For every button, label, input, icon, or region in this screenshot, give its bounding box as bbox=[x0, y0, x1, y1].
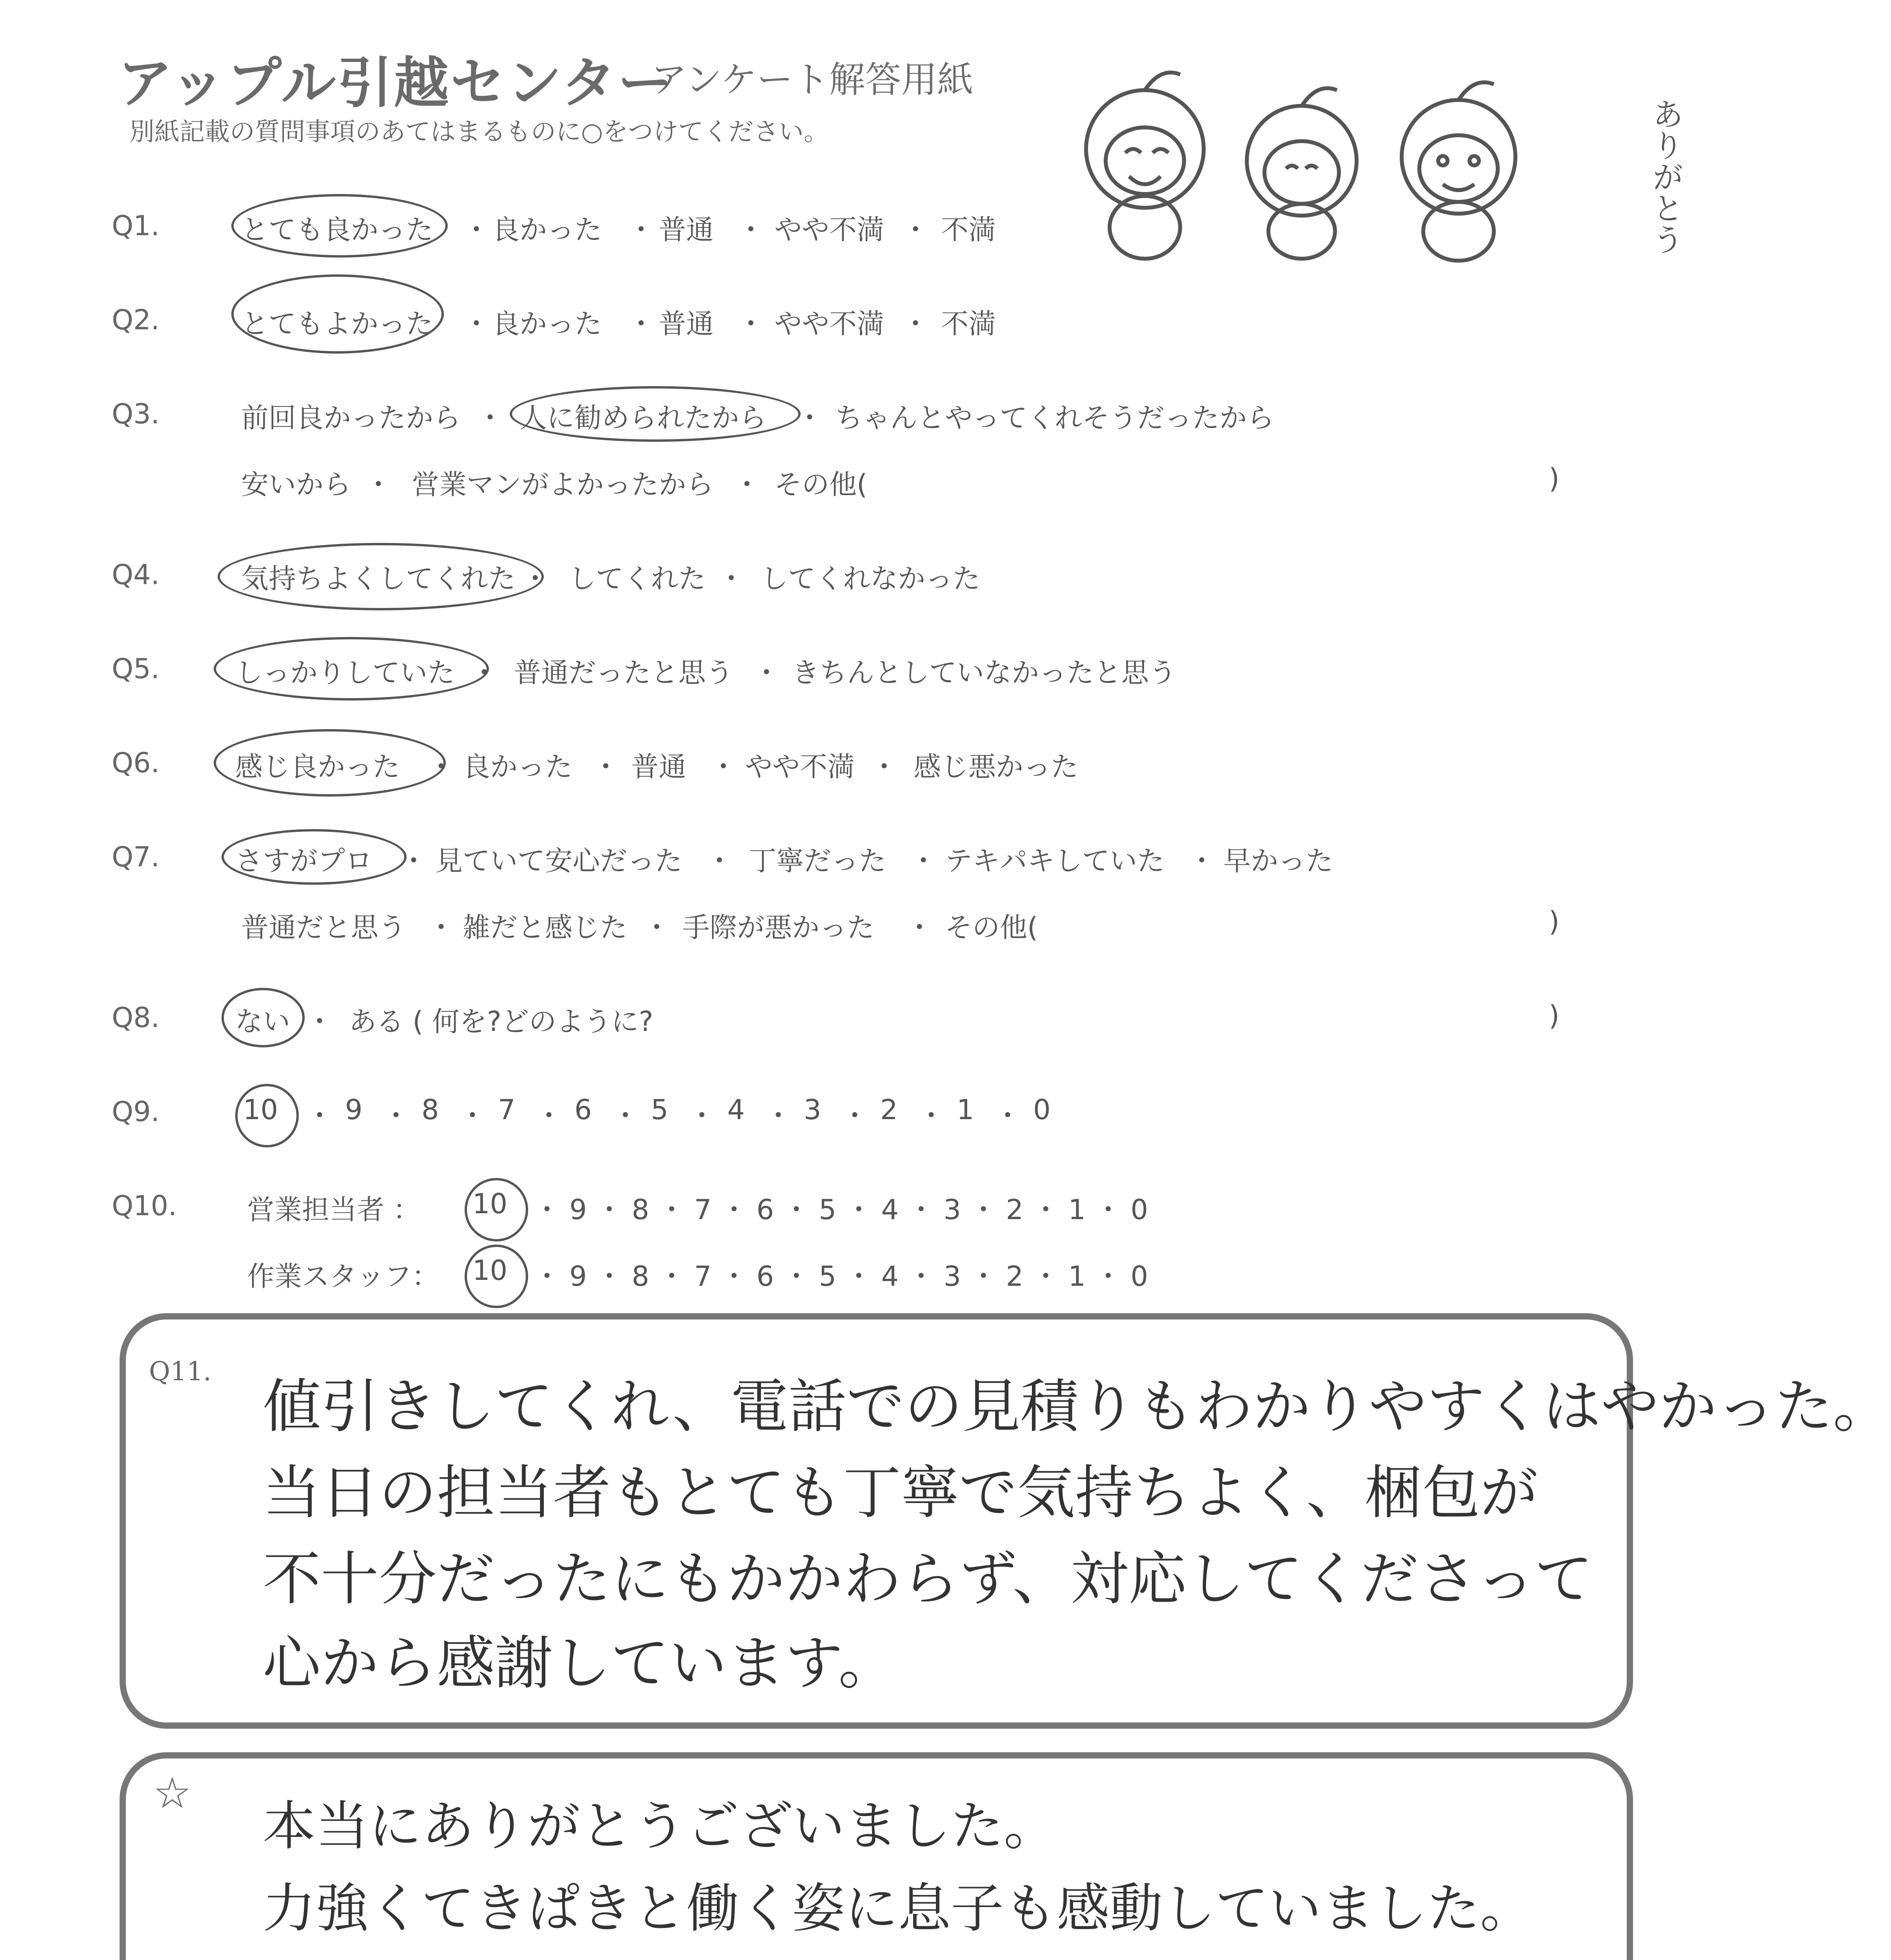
q1-option-4[interactable]: やや不満 bbox=[774, 214, 884, 246]
q7-option-2[interactable]: 見ていて安心だった bbox=[435, 845, 682, 877]
q4-sep-2: ・ bbox=[718, 563, 745, 595]
q2-sep-4: ・ bbox=[902, 308, 929, 340]
q10-staff-label: 作業スタッフ： bbox=[247, 1260, 439, 1292]
q8-label: Q8. bbox=[112, 1002, 160, 1034]
q11-label: Q11. bbox=[149, 1356, 212, 1387]
q9-option-2[interactable]: 2 bbox=[880, 1094, 898, 1126]
q7-option-5[interactable]: 早かった bbox=[1223, 845, 1333, 877]
q9-option-1[interactable]: 1 bbox=[957, 1094, 974, 1126]
q8-sep-1: ・ bbox=[306, 1005, 333, 1038]
star-icon: ☆ bbox=[153, 1768, 192, 1818]
comment-line-1: 本当にありがとうございました。 bbox=[263, 1795, 1057, 1857]
q3-option-5[interactable]: 営業マンがよかったから bbox=[412, 468, 714, 501]
q3-sep-3: ・ bbox=[365, 468, 392, 501]
q2-selection-circle bbox=[231, 274, 444, 354]
q2-option-3[interactable]: 普通 bbox=[659, 308, 714, 340]
q11-line-4: 心から感謝しています。 bbox=[263, 1630, 897, 1697]
q8-selection-circle bbox=[222, 988, 305, 1047]
q7-option-8[interactable]: 手際が悪かった bbox=[682, 911, 874, 944]
q7-option-7[interactable]: 雑だと感じた bbox=[463, 911, 627, 944]
q4-selection-circle bbox=[218, 543, 544, 610]
q9-sep-7: ・ bbox=[765, 1100, 792, 1132]
q9-option-8[interactable]: 8 bbox=[421, 1094, 439, 1126]
comment-line-2: 力強くてきぱきと働く姿に息子も感動していました。 bbox=[263, 1878, 1533, 1939]
q7-sep-3: ・ bbox=[910, 845, 937, 877]
q9-selection-circle bbox=[235, 1084, 299, 1147]
q9-sep-5: ・ bbox=[612, 1100, 639, 1132]
q2-sep-3: ・ bbox=[737, 308, 765, 340]
q4-sep-1: ・ bbox=[521, 563, 549, 595]
q1-sep-2: ・ bbox=[627, 214, 655, 246]
q10-staff-option-10[interactable]: 10 bbox=[472, 1254, 508, 1287]
q5-option-3[interactable]: きちんとしていなかったと思う bbox=[792, 657, 1176, 689]
q9-sep-9: ・ bbox=[917, 1100, 945, 1132]
q7-option-1[interactable]: さすがプロ bbox=[235, 845, 372, 877]
q3-label: Q3. bbox=[112, 398, 160, 430]
mascot-monkeys-image bbox=[1066, 59, 1600, 263]
q6-sep-3: ・ bbox=[710, 751, 737, 783]
q7-label: Q7. bbox=[112, 841, 160, 873]
q6-label: Q6. bbox=[112, 747, 160, 779]
q5-option-2[interactable]: 普通だったと思う bbox=[514, 657, 733, 689]
q6-sep-1: ・ bbox=[427, 751, 455, 783]
q6-selection-circle bbox=[214, 729, 446, 797]
q10-label: Q10. bbox=[112, 1190, 177, 1222]
q10-staff-scale-rest: ・ 9 ・ 8 ・ 7 ・ 6 ・ 5 ・ 4 ・ 3 ・ 2 ・ 1 ・ 0 bbox=[533, 1260, 1148, 1292]
q2-label: Q2. bbox=[112, 304, 160, 336]
q7-option-9[interactable]: その他( bbox=[945, 911, 1038, 944]
q5-sep-2: ・ bbox=[753, 657, 780, 689]
instructions: 別紙記載の質問事項のあてはまるものに○をつけてください。 bbox=[129, 118, 829, 147]
q10-staff-selection-circle bbox=[465, 1245, 528, 1308]
q2-option-4[interactable]: やや不満 bbox=[774, 308, 884, 340]
q2-option-1[interactable]: とてもよかった bbox=[241, 308, 433, 340]
q3-option-1[interactable]: 前回良かったから bbox=[241, 402, 461, 434]
q3-option-3[interactable]: ちゃんとやってくれそうだったから bbox=[835, 402, 1274, 434]
q1-selection-circle bbox=[231, 194, 448, 258]
mascot-caption: ありがとう bbox=[1647, 98, 1684, 255]
q9-option-3[interactable]: 3 bbox=[804, 1094, 821, 1126]
q10-sales-selection-circle bbox=[465, 1178, 528, 1241]
q6-option-4[interactable]: やや不満 bbox=[745, 751, 855, 783]
q7-selection-circle bbox=[222, 829, 407, 885]
q7-option-6[interactable]: 普通だと思う bbox=[241, 911, 406, 944]
q7-option-4[interactable]: テキパキしていた bbox=[945, 845, 1164, 877]
q9-option-4[interactable]: 4 bbox=[727, 1094, 745, 1126]
q7-sep-1: ・ bbox=[400, 845, 427, 877]
q10-sales-label: 営業担当者 ： bbox=[247, 1194, 421, 1226]
q3-selection-circle bbox=[510, 386, 801, 442]
q8-option-1[interactable]: ない bbox=[235, 1005, 290, 1038]
q7-sep-7: ・ bbox=[906, 911, 933, 944]
q10-sales-option-10[interactable]: 10 bbox=[472, 1188, 508, 1220]
q2-sep-1: ・ bbox=[463, 308, 490, 340]
q9-sep-6: ・ bbox=[688, 1100, 716, 1132]
q9-option-6[interactable]: 6 bbox=[574, 1094, 592, 1126]
q6-option-2[interactable]: 良かった bbox=[463, 751, 572, 783]
q9-sep-2: ・ bbox=[382, 1100, 410, 1132]
q3-close-paren: ) bbox=[1549, 463, 1560, 495]
q7-option-3[interactable]: 丁寧だった bbox=[749, 845, 886, 877]
q10-sales-scale-rest: ・ 9 ・ 8 ・ 7 ・ 6 ・ 5 ・ 4 ・ 3 ・ 2 ・ 1 ・ 0 bbox=[533, 1194, 1148, 1226]
q1-option-1[interactable]: とても良かった bbox=[241, 214, 433, 246]
q2-option-2[interactable]: 良かった bbox=[492, 308, 602, 340]
q5-option-1[interactable]: しっかりしていた bbox=[235, 657, 455, 689]
q3-option-2[interactable]: 人に勧められたから bbox=[520, 402, 767, 434]
q9-option-0[interactable]: 0 bbox=[1033, 1094, 1051, 1126]
q6-sep-2: ・ bbox=[592, 751, 619, 783]
q5-sep-1: ・ bbox=[470, 657, 498, 689]
q11-line-1: 値引きしてくれ、電話での見積りもわかりやすくはやかった。 bbox=[263, 1373, 1891, 1440]
q1-label: Q1. bbox=[112, 210, 160, 242]
q2-option-5[interactable]: 不満 bbox=[941, 308, 996, 340]
q4-option-3[interactable]: してくれなかった bbox=[761, 563, 980, 595]
q7-sep-2: ・ bbox=[706, 845, 733, 877]
q9-sep-10: ・ bbox=[994, 1100, 1021, 1132]
q3-option-4[interactable]: 安いから bbox=[241, 468, 351, 501]
form-title: アップル引越センター bbox=[118, 51, 674, 115]
q1-sep-4: ・ bbox=[902, 214, 929, 246]
q8-option-2[interactable]: ある ( 何を?どのように? bbox=[349, 1005, 654, 1038]
form-subtitle: アンケート解答用紙 bbox=[651, 59, 974, 101]
q9-label: Q9. bbox=[112, 1096, 160, 1128]
q1-option-2[interactable]: 良かった bbox=[492, 214, 602, 246]
q6-sep-4: ・ bbox=[870, 751, 898, 783]
q9-option-10[interactable]: 10 bbox=[243, 1094, 278, 1126]
q7-sep-6: ・ bbox=[643, 911, 670, 944]
q9-sep-8: ・ bbox=[841, 1100, 868, 1132]
q1-option-5[interactable]: 不満 bbox=[941, 214, 996, 246]
comment-line-3 bbox=[263, 1948, 1478, 1960]
q11-line-3: 不十分だったにもかかわらず、対応してくださって bbox=[263, 1545, 1593, 1613]
q9-option-5[interactable]: 5 bbox=[651, 1094, 668, 1126]
q5-selection-circle bbox=[214, 637, 489, 701]
q1-sep-3: ・ bbox=[737, 214, 765, 246]
q9-sep-1: ・ bbox=[306, 1100, 333, 1132]
q6-option-1[interactable]: 感じ良かった bbox=[235, 751, 400, 783]
q6-option-5[interactable]: 感じ悪かった bbox=[914, 751, 1078, 783]
q5-label: Q5. bbox=[112, 653, 160, 685]
q7-sep-5: ・ bbox=[427, 911, 455, 944]
q2-sep-2: ・ bbox=[627, 308, 655, 340]
q3-sep-4: ・ bbox=[733, 468, 761, 501]
q3-option-6[interactable]: その他( bbox=[774, 468, 868, 501]
q7-close-paren: ) bbox=[1549, 906, 1560, 938]
q3-sep-2: ・ bbox=[796, 402, 823, 434]
q9-option-9[interactable]: 9 bbox=[345, 1094, 363, 1126]
q3-sep-1: ・ bbox=[476, 402, 504, 434]
q7-sep-4: ・ bbox=[1188, 845, 1215, 877]
q4-label: Q4. bbox=[112, 559, 160, 591]
q1-option-3[interactable]: 普通 bbox=[659, 214, 714, 246]
q4-option-1[interactable]: 気持ちよくしてくれた bbox=[241, 563, 516, 595]
q6-option-3[interactable]: 普通 bbox=[631, 751, 686, 783]
q1-sep-1: ・ bbox=[463, 214, 490, 246]
q9-option-7[interactable]: 7 bbox=[498, 1094, 516, 1126]
q9-sep-3: ・ bbox=[459, 1100, 486, 1132]
q9-sep-4: ・ bbox=[535, 1100, 563, 1132]
q8-close-paren: ) bbox=[1549, 1000, 1560, 1032]
q4-option-2[interactable]: してくれた bbox=[569, 563, 706, 595]
q11-line-2: 当日の担当者もとても丁寧で気持ちよく、梱包が bbox=[263, 1459, 1539, 1526]
